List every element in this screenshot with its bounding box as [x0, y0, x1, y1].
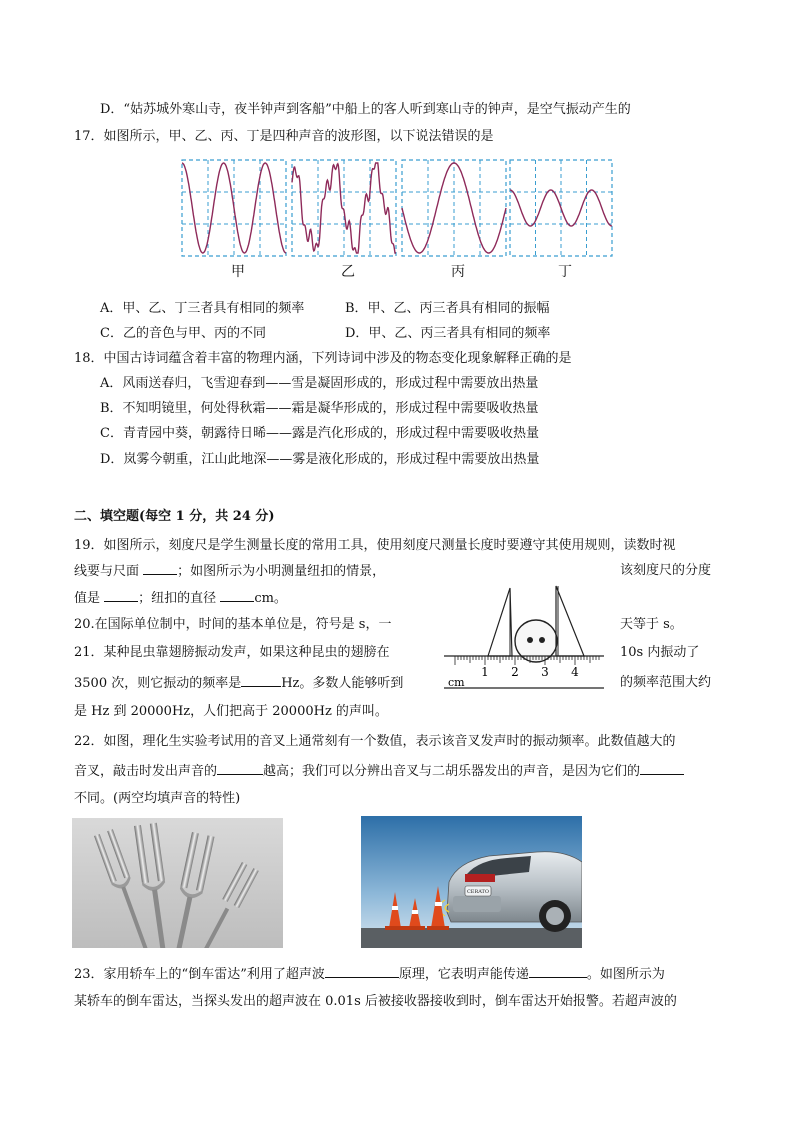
q22-line2 [74, 762, 684, 781]
q19-text: ；如图所示为小明测量纽扣的情景， [177, 564, 386, 579]
waveform-label: 丁 [558, 264, 572, 280]
answer-blank[interactable] [241, 674, 281, 687]
q19-line1: 19．如图所示，刻度尺是学生测量长度的常用工具，使用刻度尺测量长度时要遵守其使用规则，读数时视 [74, 538, 676, 553]
q17-option-a: A．甲、乙、丁三者具有相同的频率 [100, 301, 305, 316]
answer-blank[interactable] [104, 589, 138, 602]
q19-text: ；纽扣的直径 [138, 591, 217, 606]
q17-option-b: B．甲、乙、丙三者具有相同的振幅 [345, 301, 550, 316]
waveform-figure [180, 158, 614, 282]
q22-line3: 不同。(两空均填声音的特性) [74, 791, 241, 806]
q18-stem: 18．中国古诗词蕴含着丰富的物理内涵，下列诗词中涉及的物态变化现象解释正确的是 [74, 351, 572, 366]
q21-line2-right: 的频率范围大约 [620, 675, 712, 690]
answer-blank[interactable] [220, 589, 254, 602]
section-title: 二、填空题(每空 1 分，共 24 分) [74, 509, 275, 524]
ruler-unit-label: cm [448, 676, 465, 689]
waveform-panel [182, 160, 286, 280]
ruler-tick-label: 2 [511, 665, 519, 679]
q20-text-right: 天等于 s。 [620, 617, 683, 632]
waveform-panel [510, 160, 612, 280]
q22-text: 越高；我们可以分辨出音叉与二胡乐器发出的声音，是因为它们的 [263, 764, 641, 779]
q18-option-d: D．岚雾今朝重，江山此地深——雾是液化形成的，形成过程中需要放出热量 [100, 452, 540, 467]
ruler-figure [444, 578, 604, 690]
q17-option-d: D．甲、乙、丙三者具有相同的频率 [345, 326, 551, 341]
q19-text: 线要与尺面 [74, 564, 140, 579]
q23-text: 。如图所示为 [586, 967, 665, 982]
answer-blank[interactable] [529, 965, 587, 978]
q21-text: Hz。多数人能够听到 [281, 676, 404, 691]
q23-text: 23．家用轿车上的“倒车雷达”利用了超声波 [74, 967, 325, 982]
waveform-label: 甲 [231, 264, 245, 280]
q21-line3: 是 Hz 到 20000Hz，人们把高于 20000Hz 的声叫。 [74, 704, 388, 719]
car-badge: CERATO [466, 889, 490, 895]
q19-text: 值是 [74, 591, 101, 606]
waveform-label: 乙 [341, 264, 355, 280]
waveform-label: 丙 [451, 264, 465, 280]
ruler-tick-label: 4 [571, 665, 579, 679]
q19-line2 [74, 562, 385, 581]
waveform-panel [402, 160, 506, 280]
q22-text: 音叉，敲击时发出声音的 [74, 764, 218, 779]
q23-line1 [74, 965, 665, 984]
q18-option-b: B．不知明镜里，何处得秋霜——霜是凝华形成的，形成过程中需要吸收热量 [100, 401, 539, 416]
answer-blank[interactable] [640, 762, 684, 775]
q21-text: 3500 次，则它振动的频率是 [74, 676, 242, 691]
q19-text: cm。 [254, 591, 287, 606]
ruler-tick-label: 3 [541, 665, 549, 679]
answer-blank[interactable] [143, 562, 177, 575]
q23-text: 原理，它表明声能传递 [398, 967, 529, 982]
answer-blank[interactable] [217, 762, 263, 775]
q21-line2 [74, 674, 403, 693]
car-radar-photo [361, 816, 582, 948]
waveform-panel [292, 160, 396, 280]
q20-text-left: 20.在国际单位制中，时间的基本单位是，符号是 s，一 [74, 617, 392, 632]
ruler-tick-label: 1 [481, 665, 489, 679]
q17-option-c: C．乙的音色与甲、丙的不同 [100, 326, 266, 341]
answer-blank[interactable] [325, 965, 399, 978]
tuning-fork-photo [72, 818, 283, 948]
q16-option-d: D．“姑苏城外寒山寺，夜半钟声到客船”中船上的客人听到寒山寺的钟声，是空气振动产生的 [100, 102, 631, 117]
q18-option-a: A．风雨送春归，飞雪迎春到——雪是凝固形成的，形成过程中需要放出热量 [100, 376, 539, 391]
q23-line2: 某轿车的倒车雷达，当探头发出的超声波在 0.01s 后被接收器接收到时，倒车雷达开始报警。若超声波的 [74, 994, 677, 1009]
q22-line1: 22．如图，理化生实验考试用的音叉上通常刻有一个数值，表示该音叉发声时的振动频率。此数值越大的 [74, 734, 676, 749]
q19-line3 [74, 589, 287, 608]
q21-line1-left: 21．某种昆虫靠翅膀振动发声，如果这种昆虫的翅膀在 [74, 645, 390, 660]
q19-line2-right: 该刻度尺的分度 [620, 563, 712, 578]
q17-stem: 17．如图所示，甲、乙、丙、丁是四种声音的波形图，以下说法错误的是 [74, 129, 494, 144]
q18-option-c: C．青青园中葵，朝露待日晞——露是汽化形成的，形成过程中需要吸收热量 [100, 426, 539, 441]
q21-line1-right: 10s 内振动了 [620, 645, 700, 660]
